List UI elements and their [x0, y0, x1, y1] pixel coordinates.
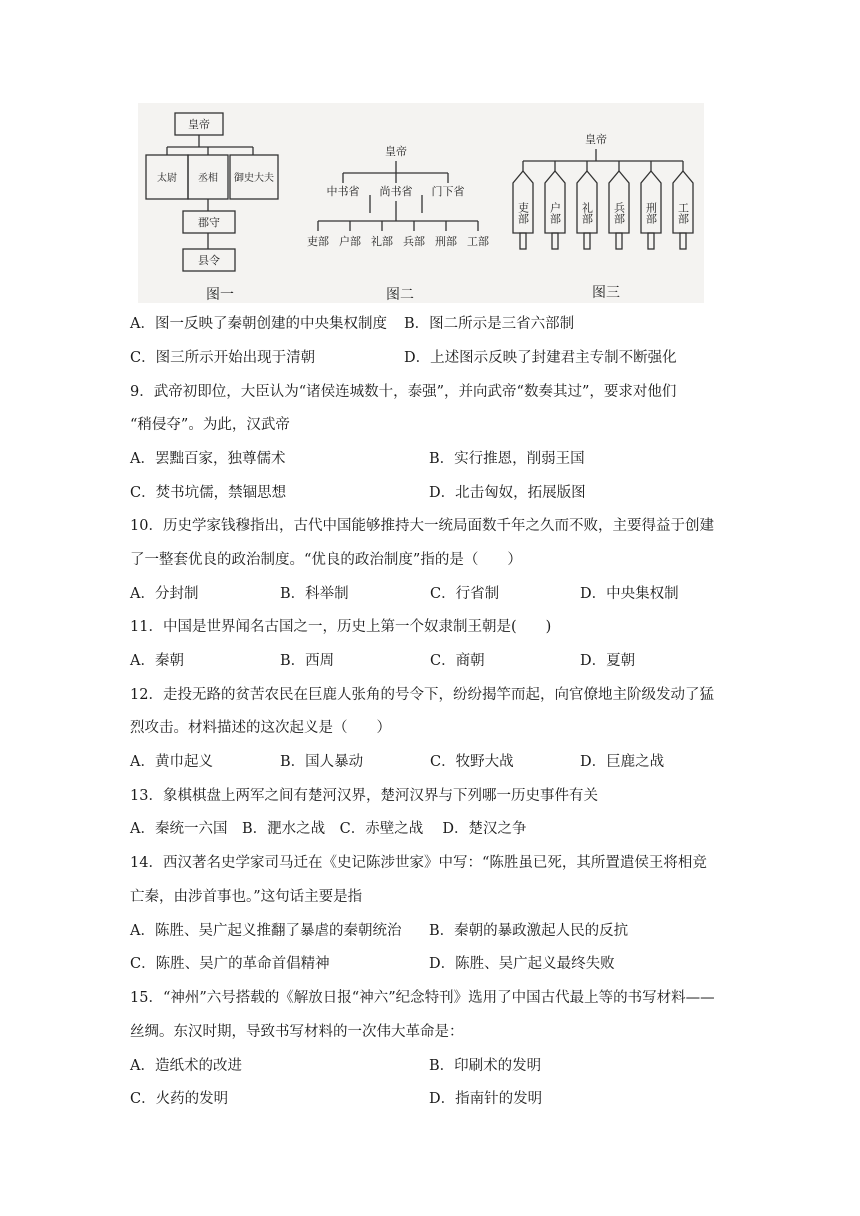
fig1-official-yushidafu: 御史大夫 [234, 173, 274, 184]
q13-stem: 13．象棋棋盘上两军之间有楚河汉界，楚河汉界与下列哪一历史事件有关 [130, 788, 598, 804]
fig3-ministry-li: 吏部 [516, 202, 530, 224]
fig2-province-menxia: 门下省 [431, 185, 465, 198]
fig2-ministry-li: 吏部 [307, 235, 329, 248]
political-system-figures [138, 103, 704, 303]
q11-option-c[interactable]: C．商朝 [430, 653, 485, 669]
fig1-emperor: 皇帝 [188, 118, 210, 131]
fig3-ministry-xing: 刑部 [644, 202, 658, 224]
q13-options[interactable]: A．秦统一六国 B．淝水之战 C．赤壁之战 D．楚汉之争 [130, 821, 527, 837]
q15-option-c[interactable]: C．火药的发明 [130, 1091, 229, 1107]
q9-option-b[interactable]: B．实行推恩，削弱王国 [429, 451, 585, 467]
q12-option-b[interactable]: B．国人暴动 [280, 754, 364, 770]
fig1-caption: 图一 [206, 287, 234, 303]
fig1-junshou: 郡守 [198, 216, 220, 229]
q12-option-a[interactable]: A．黄巾起义 [130, 754, 213, 770]
fig3-ministry-hu: 户部 [548, 202, 562, 224]
q15-stem-line1: 15．“神州”六号搭载的《解放日报“神六”纪念特刊》选用了中国古代最上等的书写材料—— [130, 990, 715, 1006]
q8-option-d[interactable]: D．上述图示反映了封建君主专制不断强化 [404, 350, 677, 366]
q10-option-a[interactable]: A．分封制 [130, 586, 199, 602]
q9-option-d[interactable]: D．北击匈奴，拓展版图 [429, 485, 586, 501]
fig2-caption: 图二 [386, 287, 414, 303]
fig2-ministry-bing: 兵部 [403, 235, 425, 248]
q9-stem-line2: “稍侵夺”。为此，汉武帝 [130, 417, 290, 433]
q12-stem-line2: 烈攻击。材料描述的这次起义是（ ） [130, 720, 391, 736]
fig3-emperor: 皇帝 [585, 133, 607, 146]
q14-option-b[interactable]: B．秦朝的暴政激起人民的反抗 [429, 923, 629, 939]
q11-option-b[interactable]: B．西周 [280, 653, 335, 669]
fig1-official-chengxiang: 丞相 [198, 173, 218, 184]
fig2-ministry-hu: 户部 [339, 235, 361, 248]
q15-option-b[interactable]: B．印刷术的发明 [429, 1058, 542, 1074]
fig3-ministry-li2: 礼部 [580, 202, 594, 224]
q12-option-c[interactable]: C．牧野大战 [430, 754, 514, 770]
q15-option-d[interactable]: D．指南针的发明 [429, 1091, 543, 1107]
q14-option-a[interactable]: A．陈胜、吴广起义推翻了暴虐的秦朝统治 [130, 923, 402, 939]
fig3-ministry-bing: 兵部 [612, 202, 626, 224]
q8-option-b[interactable]: B．图二所示是三省六部制 [404, 316, 575, 332]
q14-stem-line1: 14．西汉著名史学家司马迁在《史记陈涉世家》中写：“陈胜虽已死，其所置遣侯王将相竞 [130, 855, 707, 871]
q9-stem-line1: 9．武帝初即位，大臣认为“诸侯连城数十，泰强”，并向武帝“数奏其过”，要求对他们 [130, 384, 677, 400]
q9-option-a[interactable]: A．罢黜百家，独尊儒术 [130, 451, 286, 467]
q8-option-a[interactable]: A．图一反映了秦朝创建的中央集权制度 [130, 316, 387, 332]
q11-option-a[interactable]: A．秦朝 [130, 653, 184, 669]
fig1-official-taiwei: 太尉 [157, 173, 177, 184]
fig1-xianling: 县令 [198, 254, 220, 267]
q14-option-c[interactable]: C．陈胜、吴广的革命首倡精神 [130, 956, 330, 972]
q8-option-c[interactable]: C．图三所示开始出现于清朝 [130, 350, 316, 366]
q12-option-d[interactable]: D．巨鹿之战 [580, 754, 665, 770]
q14-stem-line2: 亡秦，由涉首事也。”这句话主要是指 [130, 889, 363, 905]
q15-option-a[interactable]: A．造纸术的改进 [130, 1058, 242, 1074]
fig3-caption: 图三 [592, 285, 620, 301]
fig2-ministry-li2: 礼部 [371, 235, 393, 248]
q10-stem-line2: 了一整套优良的政治制度。“优良的政治制度”指的是（ ） [130, 552, 522, 568]
q15-stem-line2: 丝绸。东汉时期，导致书写材料的一次伟大革命是： [130, 1024, 464, 1040]
q10-option-b[interactable]: B．科举制 [280, 586, 349, 602]
q14-option-d[interactable]: D．陈胜、吴广起义最终失败 [429, 956, 615, 972]
fig2-emperor: 皇帝 [385, 145, 407, 158]
fig2-ministry-xing: 刑部 [435, 235, 457, 248]
q10-option-d[interactable]: D．中央集权制 [580, 586, 679, 602]
q11-option-d[interactable]: D．夏朝 [580, 653, 636, 669]
q10-stem-line1: 10．历史学家钱穆指出，古代中国能够推持大一统局面数千年之久而不败，主要得益于创建 [130, 518, 714, 534]
q11-stem: 11．中国是世界闻名古国之一，历史上第一个奴隶制王朝是( ) [130, 619, 552, 635]
fig2-province-shangshu: 尚书省 [379, 185, 413, 198]
fig3-ministry-gong: 工部 [676, 202, 690, 224]
q12-stem-line1: 12．走投无路的贫苦农民在巨鹿人张角的号令下，纷纷揭竿而起，向官僚地主阶级发动了猛 [130, 687, 714, 703]
q10-option-c[interactable]: C．行省制 [430, 586, 500, 602]
fig2-province-zhongshu: 中书省 [326, 185, 360, 198]
fig2-ministry-gong: 工部 [467, 235, 489, 248]
q9-option-c[interactable]: C．焚书坑儒，禁锢思想 [130, 485, 287, 501]
